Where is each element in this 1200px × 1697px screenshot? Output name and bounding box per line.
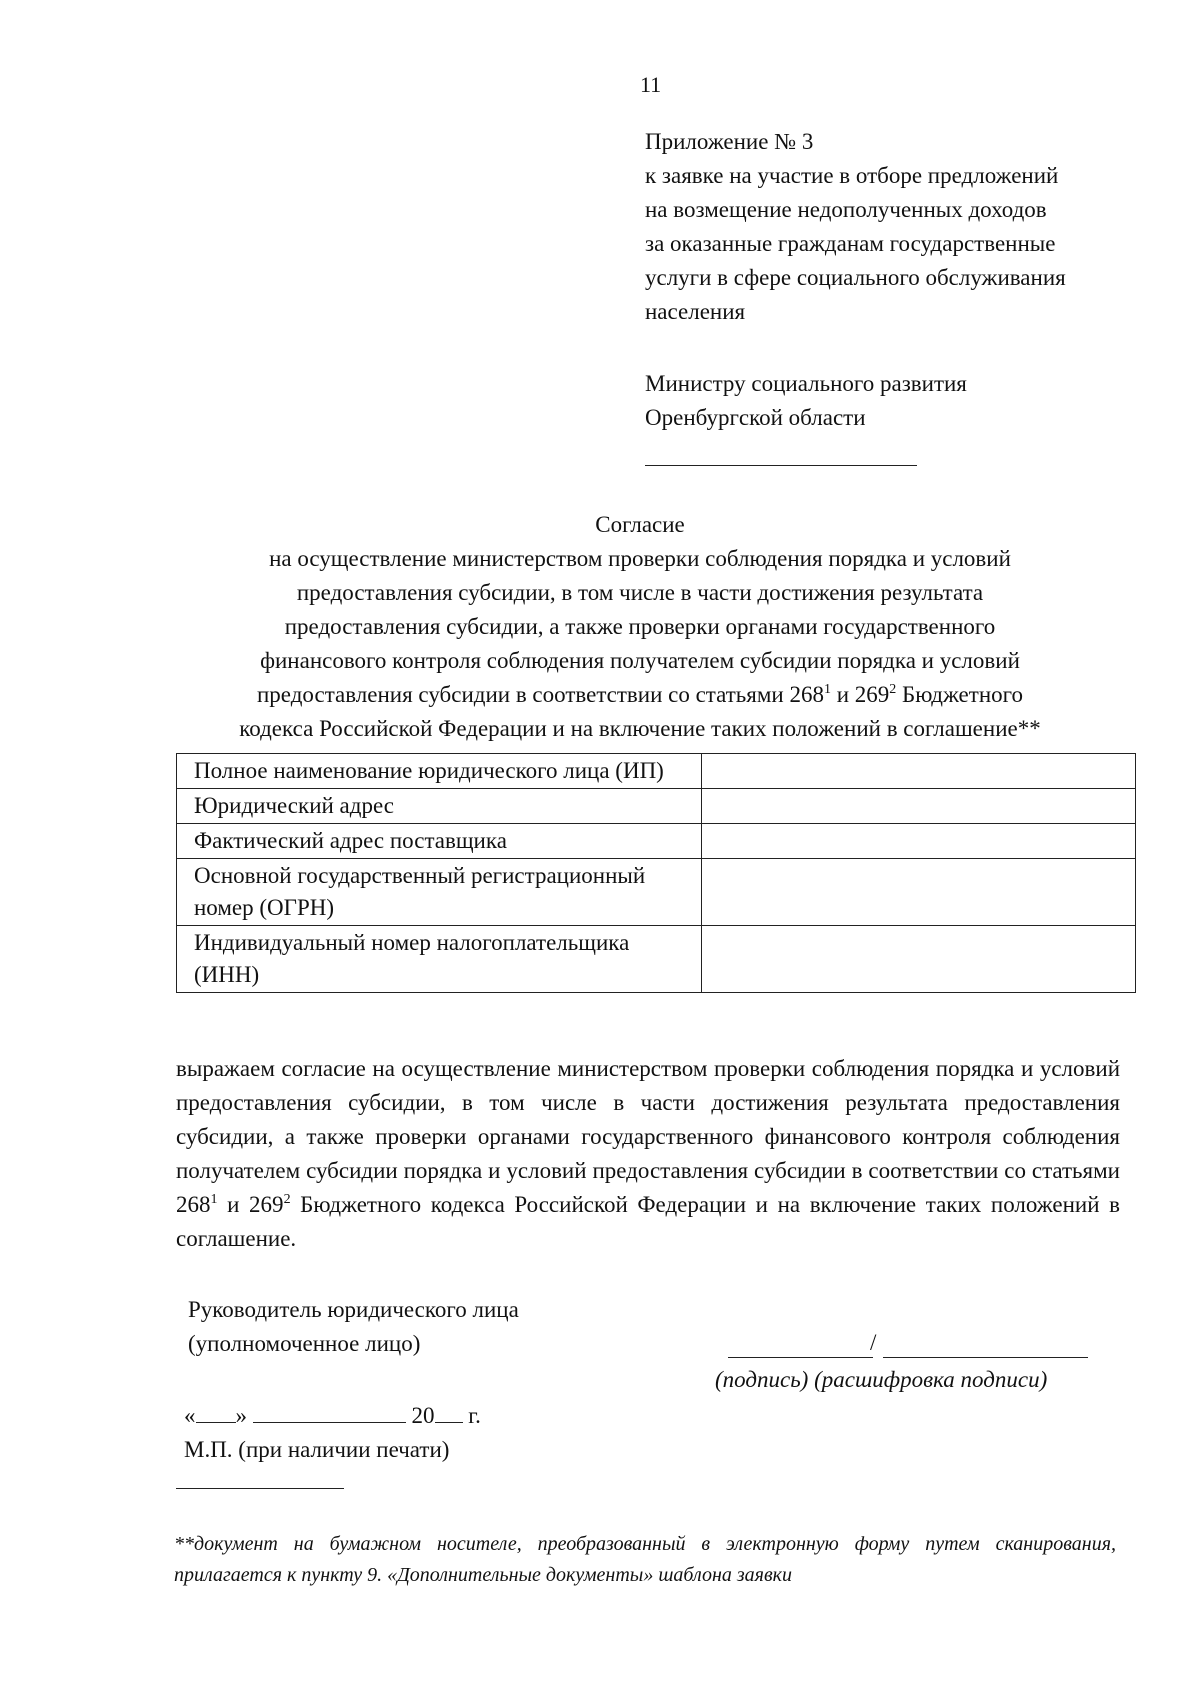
addressee-blank-line [645, 465, 917, 466]
date-field [184, 1403, 481, 1429]
superscript: 1 [210, 1192, 218, 1207]
row-label: Основной государственный регистрационный номер (ОГРН) [177, 859, 702, 926]
footnote-divider [176, 1488, 344, 1489]
date-month-blank[interactable] [253, 1404, 406, 1423]
row-value-cell[interactable] [701, 824, 1135, 859]
subtitle-line: финансового контроля соблюдения получателем субсидии порядка и условий [260, 648, 1020, 673]
date-year-prefix: 20 [411, 1403, 435, 1428]
consent-text: Бюджетного кодекса Российской Федерации и на включение таких положений в соглашение. [176, 1192, 1120, 1251]
page-number: 11 [640, 72, 662, 97]
consent-paragraph [176, 1052, 1120, 1256]
signature-line[interactable] [728, 1357, 873, 1358]
addressee-line: Оренбургской области [645, 405, 866, 430]
consent-text: выражаем согласие на осуществление министерством проверки соблюдения порядка и условий предоставления субсидии, в том числе в части достижения результата предоставления субсидии, а также проверки органами государственного финансового контроля соблюдения получателем субсидии порядка и условий предоставления субсидии в соответствии со статьями 268 [176, 1056, 1120, 1217]
appendix-line: населения [645, 299, 746, 324]
date-year-suffix: г. [462, 1403, 481, 1428]
table-row [177, 754, 1136, 789]
subtitle-line: предоставления субсидии, а также проверки органами государственного [284, 614, 996, 639]
subtitle-line [175, 678, 1105, 712]
stamp-note: М.П. (при наличии печати) [184, 1437, 450, 1462]
date-day-blank[interactable] [196, 1404, 236, 1423]
table-row [177, 824, 1136, 859]
document-title: Согласие [595, 512, 685, 537]
addressee [645, 367, 967, 435]
row-value-cell[interactable] [701, 789, 1135, 824]
appendix-line: к заявке на участие в отборе предложений [645, 163, 1059, 188]
superscript: 2 [889, 682, 897, 697]
subtitle-line: на осуществление министерством проверки соблюдения порядка и условий [269, 546, 1011, 571]
appendix-line: услуги в сфере социального обслуживания [645, 265, 1066, 290]
date-quote: « [184, 1403, 196, 1428]
signer-subtitle: (уполномоченное лицо) [188, 1331, 421, 1356]
table-row [177, 859, 1136, 926]
subtitle-line: кодекса Российской Федерации и на включение таких положений в соглашение** [239, 716, 1041, 741]
signer-block [188, 1293, 519, 1361]
appendix-line: Приложение № 3 [645, 129, 814, 154]
row-value-cell[interactable] [701, 859, 1135, 926]
row-value-cell[interactable] [701, 754, 1135, 789]
footnote: **документ на бумажном носителе, преобразованный в электронную форму путем сканирования, прилагается к пункту 9. «Дополнительные документы» шаблона заявки [174, 1533, 1116, 1586]
table-row [177, 926, 1136, 993]
signature-caption: (подпись) (расшифровка подписи) [715, 1367, 1048, 1392]
signature-transcript-line[interactable] [883, 1357, 1088, 1358]
subtitle-text: Бюджетного [896, 682, 1023, 707]
row-value-cell[interactable] [701, 926, 1135, 993]
appendix-header [645, 125, 1165, 329]
date-quote: » [235, 1403, 247, 1428]
document-subtitle [175, 542, 1105, 746]
subtitle-text: предоставления субсидии в соответствии со статьями 268 [257, 682, 824, 707]
signature-separator: / [870, 1330, 877, 1355]
table-row [177, 789, 1136, 824]
superscript: 1 [823, 682, 831, 697]
organization-info-table [176, 753, 1136, 993]
row-label: Индивидуальный номер налогоплательщика (ИНН) [177, 926, 702, 993]
row-label: Полное наименование юридического лица (ИП) [177, 754, 702, 789]
subtitle-text: и 269 [830, 682, 890, 707]
superscript: 2 [283, 1192, 291, 1207]
appendix-line: на возмещение недополученных доходов [645, 197, 1047, 222]
row-label: Фактический адрес поставщика [177, 824, 702, 859]
signer-title: Руководитель юридического лица [188, 1297, 519, 1322]
addressee-line: Министру социального развития [645, 371, 967, 396]
date-year-blank[interactable] [435, 1404, 463, 1423]
appendix-line: за оказанные гражданам государственные [645, 231, 1056, 256]
subtitle-line: предоставления субсидии, в том числе в части достижения результата [296, 580, 984, 605]
row-label: Юридический адрес [177, 789, 702, 824]
consent-text: и 269 [217, 1192, 284, 1217]
